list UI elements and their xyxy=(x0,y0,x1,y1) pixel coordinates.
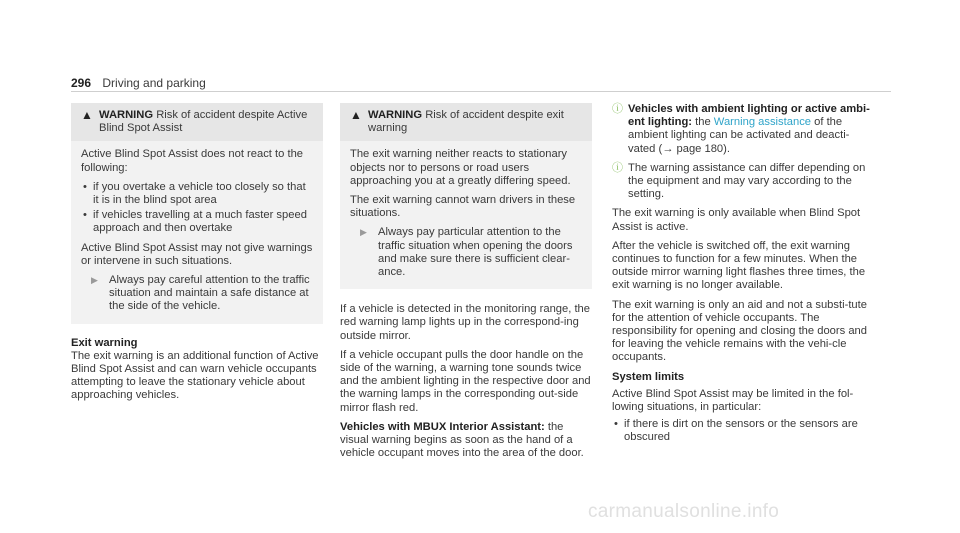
warning-instruction: ▶ Always pay careful attention to the traffic situation and maintain a safe distance at the side of the vehicle. xyxy=(81,274,313,314)
exit-warning-text: The exit warning is an additional function of Active Blind Spot Assist and can warn vehicle occupants attempting to leave the stationary vehicle about approaching vehicles. xyxy=(71,349,319,402)
page-number: 296 xyxy=(71,76,92,90)
note-label: Vehicles with ambient lighting or active ambi-ent lighting: xyxy=(628,103,870,129)
warning-body-text: The exit warning neither reacts to stationary objects nor to persons or road users approaching you at a greatly differing speed. xyxy=(350,148,571,187)
play-arrow-icon: ▶ xyxy=(360,227,367,238)
mbux-label: Vehicles with MBUX Interior Assistant: xyxy=(340,420,545,433)
warning-title: Risk of accident despite Active Blind Spot Assist xyxy=(99,109,308,135)
warning-bullet-list xyxy=(81,181,313,236)
list-item: • if you overtake a vehicle too closely so that it is in the blind spot area xyxy=(83,180,306,207)
exit-warning-heading: Exit warning xyxy=(71,336,138,349)
warning-label: WARNING xyxy=(99,109,154,121)
info-icon: ⓘ xyxy=(612,161,623,174)
info-icon: ⓘ xyxy=(612,103,623,115)
list-item: • if there is dirt on the sensors or the sensors are obscured xyxy=(614,418,858,444)
header-divider xyxy=(71,91,891,92)
play-arrow-icon: ▶ xyxy=(91,275,98,286)
column-2 xyxy=(340,103,592,466)
warning-body xyxy=(71,141,323,323)
list-item: • if vehicles travelling at a much faster speed approach and then overtake xyxy=(83,209,307,235)
warning-intro: Active Blind Spot Assist does not react to the following: xyxy=(81,148,304,174)
bullet-icon: • xyxy=(614,418,618,431)
paragraph: If a vehicle occupant pulls the door handle on the side of the warning, a warning tone sounds twice and the ambient lighting in the respective door and the warning lamps in the corresponding out-side mirror flash red. xyxy=(340,348,591,414)
warning-box-exit xyxy=(340,103,592,289)
mbux-paragraph: Vehicles with MBUX Interior Assistant: the visual warning begins as soon as the hand of a vehicle occupant moves into the area of the door. xyxy=(340,420,584,460)
warning-triangle-icon: ▲ xyxy=(350,108,362,122)
bullet-icon: • xyxy=(83,209,87,222)
warning-body-text: The exit warning cannot warn drivers in these situations. xyxy=(350,194,576,220)
warning-box-blind-spot xyxy=(71,103,323,324)
limits-bullet-list xyxy=(612,418,872,444)
warning-assistance-link[interactable]: Warning assistance xyxy=(713,116,812,129)
warning-triangle-icon: ▲ xyxy=(81,108,93,122)
page-header xyxy=(71,76,206,90)
warning-body xyxy=(340,141,592,289)
paragraph: The exit warning is only an aid and not a substi-tute for the attention of vehicle occupants. The responsibility for opening and closing the doors and for leaving the vehicle remains with the vehi-cle occupants. xyxy=(612,298,867,364)
column-1 xyxy=(71,103,323,403)
warning-title: Risk of accident despite exit warning xyxy=(368,109,564,135)
paragraph: If a vehicle is detected in the monitoring range, the red warning lamp lights up in the correspond-ing outside mirror. xyxy=(340,303,591,342)
warning-instruction: ▶ Always pay particular attention to the traffic situation when opening the doors and make sure there is sufficient clear-ance. xyxy=(350,226,582,279)
paragraph: The exit warning is only available when Blind Spot Assist is active. xyxy=(612,207,861,233)
warning-body-text: Active Blind Spot Assist may not give warnings or intervene in such situations. xyxy=(81,241,313,267)
paragraph: Active Blind Spot Assist may be limited in the fol-lowing situations, in particular: xyxy=(612,387,854,414)
warning-label: WARNING xyxy=(368,109,423,121)
column-3 xyxy=(612,103,872,451)
system-limits-heading: System limits xyxy=(612,370,685,383)
warning-header xyxy=(71,103,323,141)
section-title: Driving and parking xyxy=(102,76,206,90)
paragraph: After the vehicle is switched off, the exit warning continues to function for a few minutes. When the outside mirror warning light flashes three times, the exit warning is no longer available. xyxy=(612,239,866,292)
bullet-icon: • xyxy=(83,180,87,193)
note-warning-assistance: ⓘ The warning assistance can differ depending on the equipment and may vary according to the setting. xyxy=(612,161,866,201)
warning-header xyxy=(340,103,592,141)
watermark: carmanualsonline.info xyxy=(588,501,780,522)
note-ambient-lighting: ⓘ Vehicles with ambient lighting or active ambi-ent lighting: the Warning assistance of the ambient lighting can be activated and deacti-vated (→ page 180). xyxy=(612,103,870,155)
